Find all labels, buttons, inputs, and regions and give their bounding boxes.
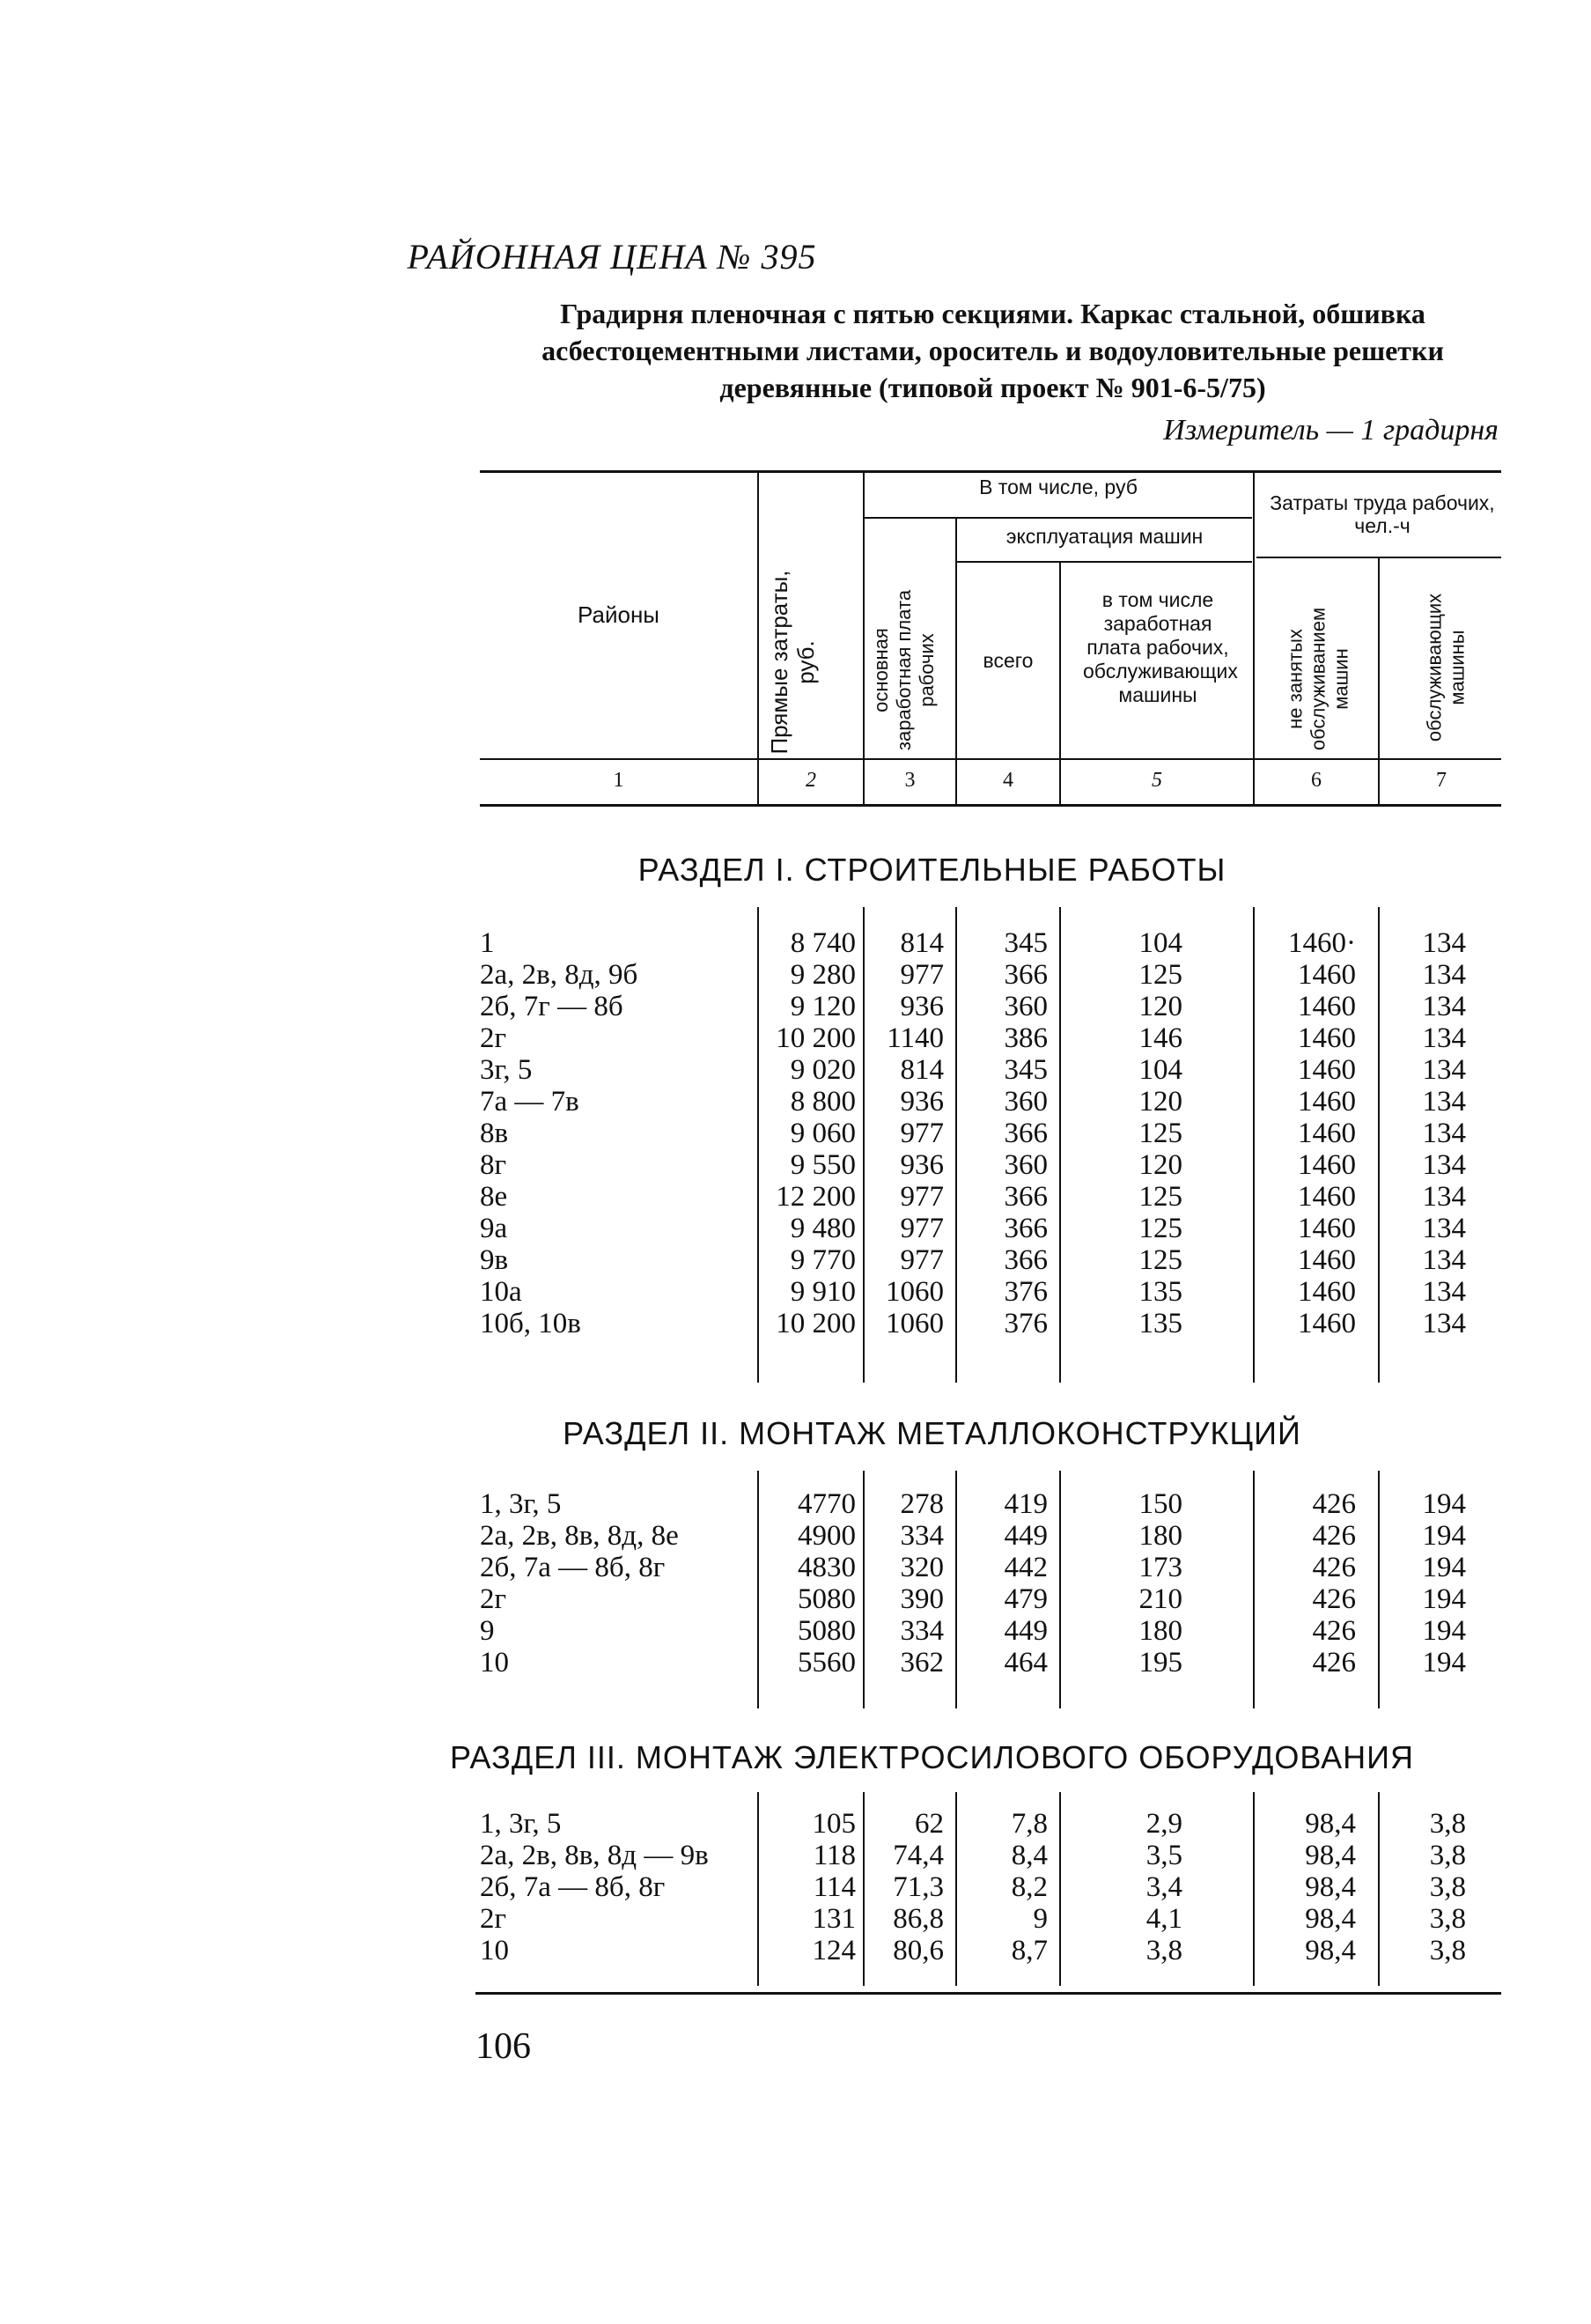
- header-including: В том числе, руб: [979, 476, 1138, 498]
- value-cell: 3,8: [1429, 1808, 1466, 1840]
- header-total: всего: [983, 649, 1034, 672]
- value-cell: 3,8: [1429, 1903, 1466, 1935]
- value-cell: 9 480: [790, 1213, 856, 1244]
- value-cell: 426: [1312, 1488, 1356, 1520]
- value-cell: 9 550: [790, 1149, 856, 1181]
- value-cell: 135: [1138, 1308, 1182, 1339]
- region-cell: 8в: [480, 1118, 509, 1149]
- value-cell: 10 200: [776, 1022, 856, 1054]
- value-cell: 173: [1138, 1552, 1182, 1583]
- header-vline-1: [757, 472, 759, 805]
- value-cell: 366: [1004, 1244, 1048, 1276]
- value-cell: 194: [1422, 1615, 1466, 1647]
- value-cell: 10 200: [776, 1308, 856, 1339]
- value-cell: 366: [1004, 1213, 1048, 1244]
- value-cell: 125: [1138, 1118, 1182, 1149]
- value-cell: 376: [1004, 1276, 1048, 1308]
- table-row: [0, 1244, 1591, 1276]
- value-cell: 386: [1004, 1022, 1048, 1054]
- value-cell: 134: [1422, 1118, 1466, 1149]
- value-cell: 134: [1422, 1022, 1466, 1054]
- table-row: [0, 1054, 1591, 1086]
- value-cell: 366: [1004, 959, 1048, 991]
- region-cell: 10а: [480, 1276, 522, 1308]
- value-cell: 390: [900, 1583, 944, 1615]
- value-cell: 1460·: [1288, 927, 1356, 959]
- region-cell: 3г, 5: [480, 1054, 533, 1086]
- table-row: [0, 1615, 1591, 1647]
- value-cell: 150: [1138, 1488, 1182, 1520]
- value-cell: 1460: [1298, 1086, 1356, 1118]
- value-cell: 210: [1138, 1583, 1182, 1615]
- value-cell: 334: [900, 1520, 944, 1552]
- region-cell: 1, 3г, 5: [480, 1488, 562, 1520]
- value-cell: 2,9: [1145, 1808, 1182, 1840]
- value-cell: 195: [1138, 1647, 1182, 1678]
- value-cell: 9: [1033, 1903, 1048, 1935]
- value-cell: 1460: [1298, 1118, 1356, 1149]
- value-cell: 4830: [798, 1552, 856, 1583]
- table-end-rule: [475, 1992, 1501, 1995]
- table-row: [0, 1583, 1591, 1615]
- header-vline-6: [1378, 558, 1380, 805]
- value-cell: 360: [1004, 1149, 1048, 1181]
- value-cell: 334: [900, 1615, 944, 1647]
- value-cell: 125: [1138, 1181, 1182, 1213]
- region-cell: 7а — 7в: [480, 1086, 579, 1118]
- value-cell: 134: [1422, 1181, 1466, 1213]
- value-cell: 977: [900, 1181, 944, 1213]
- value-cell: 3,8: [1429, 1935, 1466, 1966]
- value-cell: 278: [900, 1488, 944, 1520]
- value-cell: 125: [1138, 1213, 1182, 1244]
- value-cell: 146: [1138, 1022, 1182, 1054]
- machine-rule: [955, 561, 1252, 563]
- value-cell: 1140: [887, 1022, 944, 1054]
- price-subtitle: Градирня пленочная с пятью секциями. Каркас стальной, обшивка асбестоцементными листами, ороситель и водоуловительные решетки деревянные (типовой проект № 901-6-5/75): [541, 298, 1444, 403]
- section-1-title: РАЗДЕЛ I. СТРОИТЕЛЬНЫЕ РАБОТЫ: [637, 852, 1226, 888]
- value-cell: 134: [1422, 991, 1466, 1022]
- table-row: [0, 1213, 1591, 1244]
- region-cell: 2а, 2в, 8в, 8д — 9в: [480, 1840, 709, 1871]
- region-cell: 8е: [480, 1181, 508, 1213]
- colnum-3: 3: [904, 769, 916, 792]
- value-cell: 360: [1004, 991, 1048, 1022]
- value-cell: 5560: [798, 1647, 856, 1678]
- value-cell: 180: [1138, 1520, 1182, 1552]
- value-cell: 86,8: [893, 1903, 944, 1935]
- table-row: [0, 1871, 1591, 1903]
- value-cell: 9 060: [790, 1118, 856, 1149]
- table-row: [0, 1118, 1591, 1149]
- value-cell: 8,2: [1011, 1871, 1048, 1903]
- table-row: [0, 1276, 1591, 1308]
- section-2-title: РАЗДЕЛ II. МОНТАЖ МЕТАЛЛОКОНСТРУКЦИЙ: [563, 1415, 1301, 1451]
- value-cell: 74,4: [893, 1840, 944, 1871]
- value-cell: 1460: [1298, 1181, 1356, 1213]
- colnum-2: 2: [806, 769, 816, 792]
- value-cell: 8,4: [1011, 1840, 1048, 1871]
- value-cell: 1460: [1298, 991, 1356, 1022]
- region-cell: 2г: [480, 1022, 507, 1054]
- table-row: [0, 1086, 1591, 1118]
- value-cell: 134: [1422, 1086, 1466, 1118]
- value-cell: 125: [1138, 959, 1182, 991]
- value-cell: 62: [915, 1808, 944, 1840]
- colnum-7: 7: [1436, 769, 1447, 792]
- header-not-engaged-text: не занятых обслуживанием машин: [1284, 607, 1352, 751]
- value-cell: 71,3: [893, 1871, 944, 1903]
- header-machine-operation: эксплуатация машин: [1005, 525, 1204, 548]
- region-cell: 2б, 7а — 8б, 8г: [480, 1552, 666, 1583]
- value-cell: 120: [1138, 991, 1182, 1022]
- header-vline-2: [863, 472, 865, 805]
- value-cell: 8,7: [1011, 1935, 1048, 1966]
- colnum-5: 5: [1152, 769, 1162, 792]
- table-row: [0, 1520, 1591, 1552]
- table-row: [0, 959, 1591, 991]
- region-cell: 2а, 2в, 8в, 8д, 8е: [480, 1520, 679, 1552]
- colnum-4: 4: [1003, 769, 1013, 792]
- value-cell: 120: [1138, 1149, 1182, 1181]
- region-cell: 2б, 7г — 8б: [480, 991, 623, 1022]
- value-cell: 936: [900, 1149, 944, 1181]
- region-cell: 10: [480, 1935, 509, 1966]
- region-cell: 9а: [480, 1213, 508, 1244]
- table-row: [0, 1840, 1591, 1871]
- value-cell: 4,1: [1145, 1903, 1182, 1935]
- region-cell: 10: [480, 1647, 509, 1678]
- value-cell: 5080: [798, 1583, 856, 1615]
- value-cell: 194: [1422, 1520, 1466, 1552]
- value-cell: 180: [1138, 1615, 1182, 1647]
- value-cell: 320: [900, 1552, 944, 1583]
- region-cell: 9: [480, 1615, 495, 1647]
- value-cell: 120: [1138, 1086, 1182, 1118]
- value-cell: 114: [813, 1871, 856, 1903]
- value-cell: 936: [900, 991, 944, 1022]
- table-row: [0, 1488, 1591, 1520]
- table-row: [0, 1022, 1591, 1054]
- value-cell: 194: [1422, 1488, 1466, 1520]
- value-cell: 814: [900, 1054, 944, 1086]
- value-cell: 1060: [886, 1276, 944, 1308]
- value-cell: 12 200: [776, 1181, 856, 1213]
- table-row: [0, 1647, 1591, 1678]
- value-cell: 3,5: [1145, 1840, 1182, 1871]
- header-top-rule: [480, 470, 1501, 473]
- value-cell: 1460: [1298, 959, 1356, 991]
- table-row: [0, 1308, 1591, 1339]
- region-cell: 2г: [480, 1903, 507, 1935]
- table-row: [0, 1903, 1591, 1935]
- header-labor: Затраты труда рабочих, чел.-ч: [1270, 491, 1495, 537]
- value-cell: 98,4: [1305, 1840, 1356, 1871]
- value-cell: 366: [1004, 1181, 1048, 1213]
- value-cell: 426: [1312, 1615, 1356, 1647]
- value-cell: 7,8: [1011, 1808, 1048, 1840]
- value-cell: 449: [1004, 1615, 1048, 1647]
- value-cell: 426: [1312, 1583, 1356, 1615]
- value-cell: 80,6: [893, 1935, 944, 1966]
- value-cell: 194: [1422, 1552, 1466, 1583]
- region-cell: 2б, 7а — 8б, 8г: [480, 1871, 666, 1903]
- value-cell: 98,4: [1305, 1871, 1356, 1903]
- value-cell: 360: [1004, 1086, 1048, 1118]
- region-cell: 2г: [480, 1583, 507, 1615]
- table-row: [0, 1149, 1591, 1181]
- price-title: РАЙОННАЯ ЦЕНА № 395: [407, 237, 817, 277]
- value-cell: 135: [1138, 1276, 1182, 1308]
- value-cell: 1460: [1298, 1213, 1356, 1244]
- value-cell: 936: [900, 1086, 944, 1118]
- header-not-engaged: [1285, 594, 1353, 765]
- region-cell: 1, 3г, 5: [480, 1808, 562, 1840]
- measure-unit: Измеритель — 1 градирня: [1163, 414, 1499, 446]
- table-row: [0, 1552, 1591, 1583]
- value-cell: 8 740: [790, 927, 856, 959]
- colnum-bottom-rule: [480, 804, 1501, 807]
- value-cell: 9 120: [790, 991, 856, 1022]
- value-cell: 1460: [1298, 1149, 1356, 1181]
- header-direct-costs: Прямые затраты, руб.: [766, 570, 819, 755]
- value-cell: 1460: [1298, 1054, 1356, 1086]
- value-cell: 105: [812, 1808, 856, 1840]
- header-base-wage-text: основная заработная плата рабочих: [870, 589, 938, 751]
- region-cell: 2а, 2в, 8д, 9б: [480, 959, 638, 991]
- value-cell: 449: [1004, 1520, 1048, 1552]
- header-serving-text: обслуживающих машины: [1423, 593, 1469, 742]
- value-cell: 194: [1422, 1647, 1466, 1678]
- value-cell: 1060: [886, 1308, 944, 1339]
- value-cell: 426: [1312, 1520, 1356, 1552]
- colnum-6: 6: [1311, 769, 1322, 792]
- value-cell: 134: [1422, 1213, 1466, 1244]
- region-cell: 9в: [480, 1244, 509, 1276]
- value-cell: 134: [1422, 1054, 1466, 1086]
- value-cell: 9 770: [790, 1244, 856, 1276]
- value-cell: 98,4: [1305, 1903, 1356, 1935]
- value-cell: 9 020: [790, 1054, 856, 1086]
- value-cell: 104: [1138, 927, 1182, 959]
- value-cell: 134: [1422, 1244, 1466, 1276]
- value-cell: 3,8: [1145, 1935, 1182, 1966]
- value-cell: 426: [1312, 1552, 1356, 1583]
- colnum-1: 1: [613, 769, 624, 792]
- value-cell: 118: [813, 1840, 856, 1871]
- value-cell: 814: [900, 927, 944, 959]
- value-cell: 977: [900, 1118, 944, 1149]
- value-cell: 98,4: [1305, 1935, 1356, 1966]
- region-cell: 8г: [480, 1149, 507, 1181]
- value-cell: 442: [1004, 1552, 1048, 1583]
- header-incl-wage: в том числе заработная плата рабочих, обслуживающих машины: [1083, 588, 1238, 706]
- value-cell: 977: [900, 1244, 944, 1276]
- value-cell: 345: [1004, 1054, 1048, 1086]
- value-cell: 125: [1138, 1244, 1182, 1276]
- header-serving: [1424, 587, 1469, 749]
- table-row: [0, 1181, 1591, 1213]
- value-cell: 9 280: [790, 959, 856, 991]
- value-cell: 124: [812, 1935, 856, 1966]
- page-number: 106: [475, 2026, 531, 2067]
- value-cell: 134: [1422, 927, 1466, 959]
- region-cell: 1: [480, 927, 495, 959]
- table-row: [0, 991, 1591, 1022]
- table-row: [0, 1935, 1591, 1966]
- value-cell: 366: [1004, 1118, 1048, 1149]
- value-cell: 5080: [798, 1615, 856, 1647]
- header-regions: Районы: [578, 601, 659, 628]
- value-cell: 98,4: [1305, 1808, 1356, 1840]
- including-rule: [865, 517, 1252, 519]
- table-row: [0, 927, 1591, 959]
- region-cell: 10б, 10в: [480, 1308, 581, 1339]
- value-cell: 464: [1004, 1647, 1048, 1678]
- value-cell: 9 910: [790, 1276, 856, 1308]
- value-cell: 1460: [1298, 1276, 1356, 1308]
- value-cell: 1460: [1298, 1308, 1356, 1339]
- section-3-title: РАЗДЕЛ III. МОНТАЖ ЭЛЕКТРОСИЛОВОГО ОБОРУДОВАНИЯ: [449, 1739, 1415, 1775]
- value-cell: 426: [1312, 1647, 1356, 1678]
- value-cell: 977: [900, 959, 944, 991]
- header-vline-5: [1253, 472, 1255, 805]
- value-cell: 4900: [798, 1520, 856, 1552]
- value-cell: 345: [1004, 927, 1048, 959]
- value-cell: 194: [1422, 1583, 1466, 1615]
- value-cell: 3,8: [1429, 1840, 1466, 1871]
- value-cell: 1460: [1298, 1244, 1356, 1276]
- value-cell: 4770: [798, 1488, 856, 1520]
- value-cell: 134: [1422, 959, 1466, 991]
- value-cell: 376: [1004, 1308, 1048, 1339]
- table-row: [0, 1808, 1591, 1840]
- value-cell: 362: [900, 1647, 944, 1678]
- value-cell: 131: [812, 1903, 856, 1935]
- value-cell: 134: [1422, 1308, 1466, 1339]
- value-cell: 104: [1138, 1054, 1182, 1086]
- value-cell: 977: [900, 1213, 944, 1244]
- value-cell: 8 800: [790, 1086, 856, 1118]
- value-cell: 134: [1422, 1149, 1466, 1181]
- value-cell: 1460: [1298, 1022, 1356, 1054]
- value-cell: 134: [1422, 1276, 1466, 1308]
- value-cell: 3,4: [1145, 1871, 1182, 1903]
- value-cell: 479: [1004, 1583, 1048, 1615]
- value-cell: 3,8: [1429, 1871, 1466, 1903]
- value-cell: 419: [1004, 1488, 1048, 1520]
- header-base-wage: [870, 587, 939, 754]
